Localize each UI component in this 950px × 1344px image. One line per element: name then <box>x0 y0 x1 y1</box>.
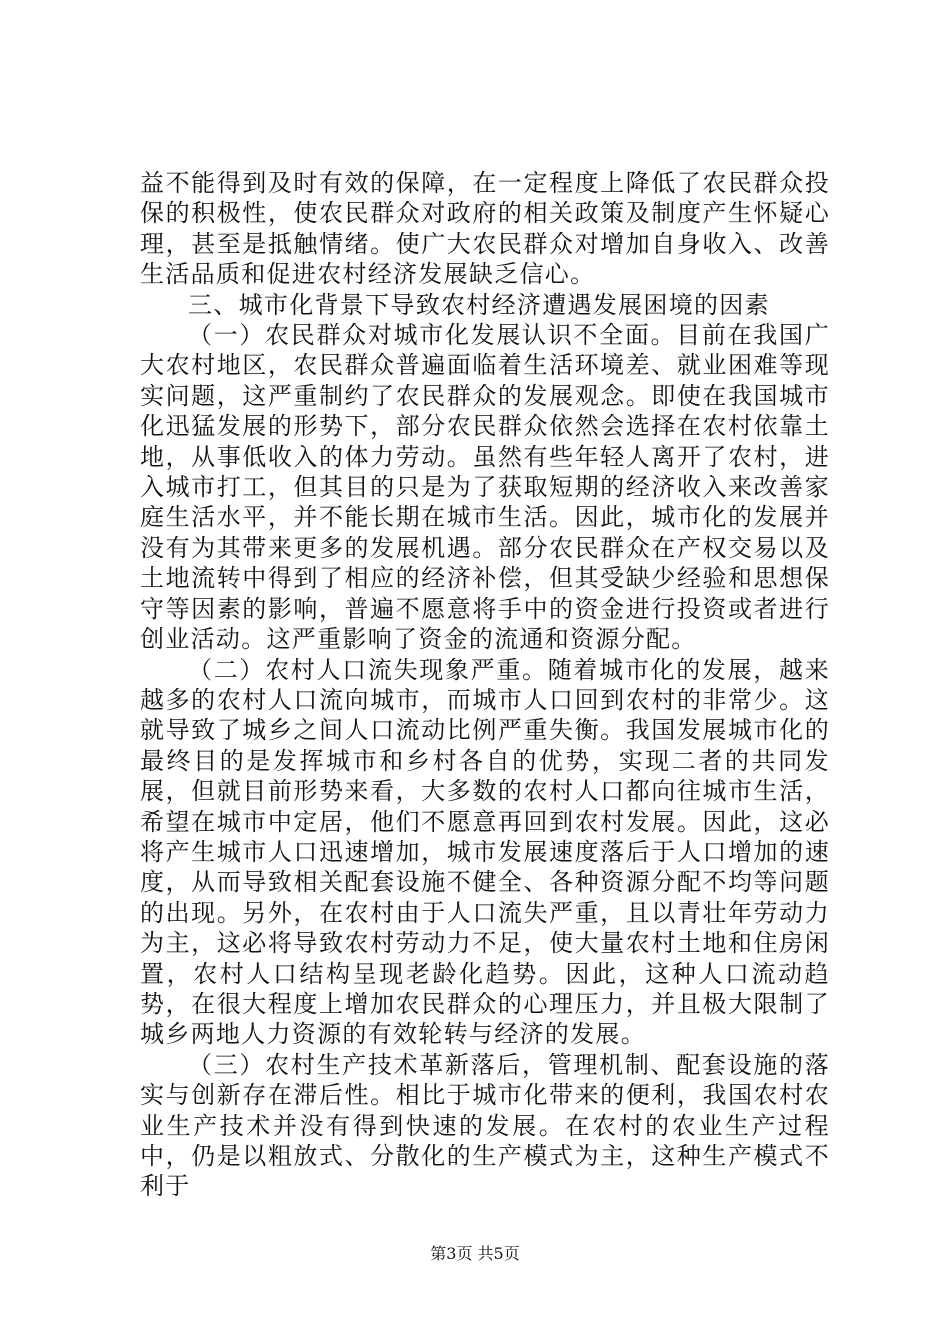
paragraph-item-one: （一）农民群众对城市化发展认识不全面。目前在我国广大农村地区，农民群众普遍面临着生活环境差、就业困难等现实问题，这严重制约了农民群众的发展观念。即使在我国城市化迅猛发展的形势下，部分农民群众依然会选择在农村依靠土地，从事低收入的体力劳动。虽然有些年轻人离开了农村，进入城市打工，但其目的只是为了获取短期的经济收入来改善家庭生活水平，并不能长期在城市生活。因此，城市化的发展并没有为其带来更多的发展机遇。部分农民群众在产权交易以及土地流转中得到了相应的经济补偿，但其受缺少经验和思想保守等因素的影响，普遍不愿意将手中的资金进行投资或者进行创业活动。这严重影响了资金的流通和资源分配。 <box>140 321 830 654</box>
document-body <box>140 168 830 1202</box>
paragraph-item-three: （三）农村生产技术革新落后，管理机制、配套设施的落实与创新存在滞后性。相比于城市化带来的便利，我国农村农业生产技术并没有得到快速的发展。在农村的农业生产过程中，仍是以粗放式、分散化的生产模式为主，这种生产模式不利于 <box>140 1050 830 1201</box>
section-heading-three: 三、城市化背景下导致农村经济遭遇发展困境的因素 <box>188 290 770 319</box>
paragraph-item-two: （二）农村人口流失现象严重。随着城市化的发展，越来越多的农村人口流向城市，而城市人口回到农村的非常少。这就导致了城乡之间人口流动比例严重失衡。我国发展城市化的最终目的是发挥城市和乡村各自的优势，实现二者的共同发展，但就目前形势来看，大多数的农村人口都向往城市生活，希望在城市中定居，他们不愿意再回到农村发展。因此，这必将产生城市人口迅速增加，城市发展速度落后于人口增加的速度，从而导致相关配套设施不健全、各种资源分配不均等问题的出现。另外，在农村由于人口流失严重，且以青壮年劳动力为主，这必将导致农村劳动力不足，使大量农村土地和住房闲置，农村人口结构呈现老龄化趋势。因此，这种人口流动趋势，在很大程度上增加农民群众的心理压力，并且极大限制了城乡两地人力资源的有效轮转与经济的发展。 <box>140 655 830 1049</box>
paragraph-continued-text: 益不能得到及时有效的保障，在一定程度上降低了农民群众投保的积极性，使农民群众对政府的相关政策及制度产生怀疑心理，甚至是抵触情绪。使广大农民群众对增加自身收入、改善生活品质和促进农村经济发展缺乏信心。 <box>140 169 830 289</box>
page-number-label: 第3页 共5页 <box>430 1244 520 1263</box>
page-footer <box>0 1244 950 1264</box>
